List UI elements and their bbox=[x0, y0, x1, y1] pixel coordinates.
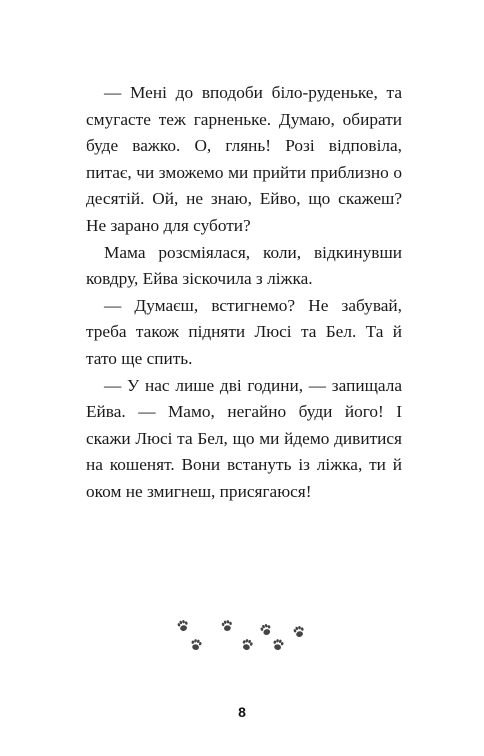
paw-prints-divider bbox=[170, 615, 315, 660]
paw-print-icon bbox=[190, 639, 202, 651]
paragraph: Мама розсміялася, коли, відкинувши ковдру, Ейва зіскочила з ліжка. bbox=[86, 242, 402, 289]
paw-print-icon bbox=[177, 619, 190, 632]
paragraph: — Мені до вподоби біло-руденьке, та смугасте теж гарненьке. Думаю, обирати буде важко. О, глянь! Розі відповіла, питає, чи зможемо ми прийти приблизно о десятій. Ой, не знаю, Ейво, що скажеш? Не зарано для суботи? bbox=[86, 83, 402, 235]
page-number: 8 bbox=[238, 704, 246, 720]
paragraph: — У нас лише дві години, — запищала Ейва. — Мамо, негайно буди його! І скажи Люсі та Бел, що ми йдемо дивитися на кошенят. Вони встануть із ліжка, ти й оком не змигнеш, присягаюся! bbox=[86, 375, 402, 501]
paw-print-icon bbox=[272, 639, 284, 651]
body-text bbox=[86, 80, 402, 506]
paw-print-icon bbox=[221, 619, 233, 631]
paw-print-icon bbox=[259, 623, 272, 637]
paw-print-icon bbox=[241, 638, 254, 651]
paw-print-icon bbox=[293, 625, 306, 638]
paragraph: — Думаєш, встигнемо? Не забувай, треба також підняти Люсі та Бел. Та й тато ще спить. bbox=[86, 295, 402, 368]
